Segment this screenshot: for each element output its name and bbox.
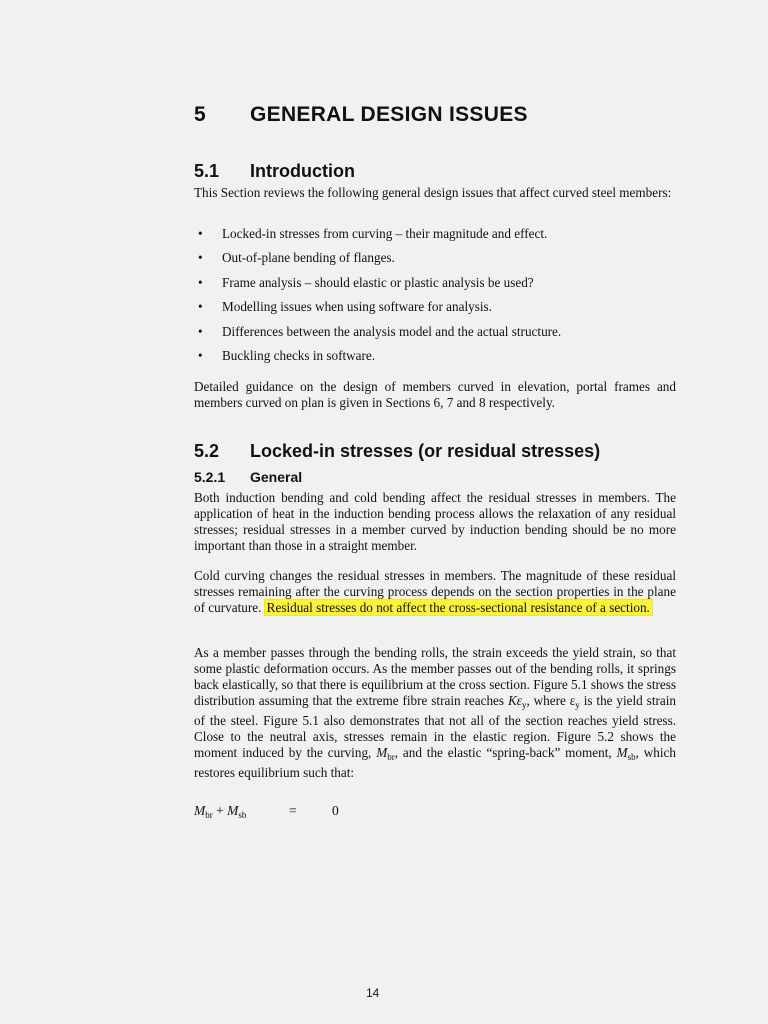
paragraph-induction-bending: Both induction bending and cold bending affect the residual stresses in members. The application of heat in the induction bending process allows the relaxation of any residual stresses; residual stresses in a member curved by induction bending should be no more important than those in a straight member. bbox=[194, 490, 676, 553]
intro-paragraph: This Section reviews the following general design issues that affect curved steel members: bbox=[194, 185, 672, 200]
chapter-title: GENERAL DESIGN ISSUES bbox=[250, 103, 528, 126]
subsection-title: General bbox=[250, 469, 303, 485]
equals-sign: = bbox=[289, 803, 297, 818]
section-number: 5.1 bbox=[194, 161, 220, 181]
section-number: 5.2 bbox=[194, 441, 220, 461]
list-item: • Buckling checks in software. bbox=[198, 347, 376, 363]
section-title: Introduction bbox=[250, 161, 355, 181]
list-item: • Differences between the analysis model and the actual structure. bbox=[198, 323, 562, 339]
page-number: 14 bbox=[366, 986, 380, 1000]
paragraph-bending-rolls: As a member passes through the bending rolls, the strain exceeds the yield strain, so that some plastic deformation occurs. As the member passes out of the bending rolls, it springs back elastically, so that there is equilibrium at the cross section. Figure 5.1 shows the stress distribution assuming that the extreme fibre strain reaches $K\varepsilon_y$, where $\varepsilon_y$ is the yield strain of the steel. Figure 5.1 also demonstrates that not all of the section reaches yield stress. Close to the neutral axis, stresses remain in the elastic region. Figure 5.2 shows the moment induced by the curving, $M_{br}$, and the elastic “spring-back” moment, $M_{sb}$, which restores equilibrium such that: bbox=[194, 645, 676, 780]
chapter-heading bbox=[194, 103, 528, 127]
equilibrium-equation bbox=[194, 803, 339, 820]
section-heading-5-1 bbox=[194, 161, 355, 182]
list-item: • Locked-in stresses from curving – their magnitude and effect. bbox=[198, 226, 548, 241]
section-heading-5-2 bbox=[194, 441, 600, 462]
highlighted-text: Residual stresses do not affect the cross-sectional resistance of a section. bbox=[266, 600, 650, 615]
list-item: • Frame analysis – should elastic or plastic analysis be used? bbox=[198, 274, 534, 290]
closing-paragraph: Detailed guidance on the design of members curved in elevation, portal frames and members curved on plan is given in Sections 6, 7 and 8 respectively. bbox=[194, 379, 676, 410]
equation-lhs: $M_{br} + M_{sb}$ bbox=[194, 803, 247, 820]
paragraph-text: Cold curving changes the residual stresses in members. The magnitude of these residual stresses remaining after the curving process depends on the section properties in the plane of curvature. bbox=[194, 568, 676, 615]
section-title: Locked-in stresses (or residual stresses) bbox=[250, 441, 601, 461]
subsection-heading-5-2-1 bbox=[194, 469, 302, 485]
chapter-number: 5 bbox=[194, 103, 206, 126]
issues-list bbox=[194, 226, 676, 372]
list-item: • Modelling issues when using software for analysis. bbox=[198, 299, 492, 315]
paragraph-cold-curving bbox=[194, 568, 676, 616]
subsection-number: 5.2.1 bbox=[194, 469, 226, 485]
equation-rhs: 0 bbox=[332, 803, 339, 818]
list-item: • Out-of-plane bending of flanges. bbox=[198, 250, 395, 266]
